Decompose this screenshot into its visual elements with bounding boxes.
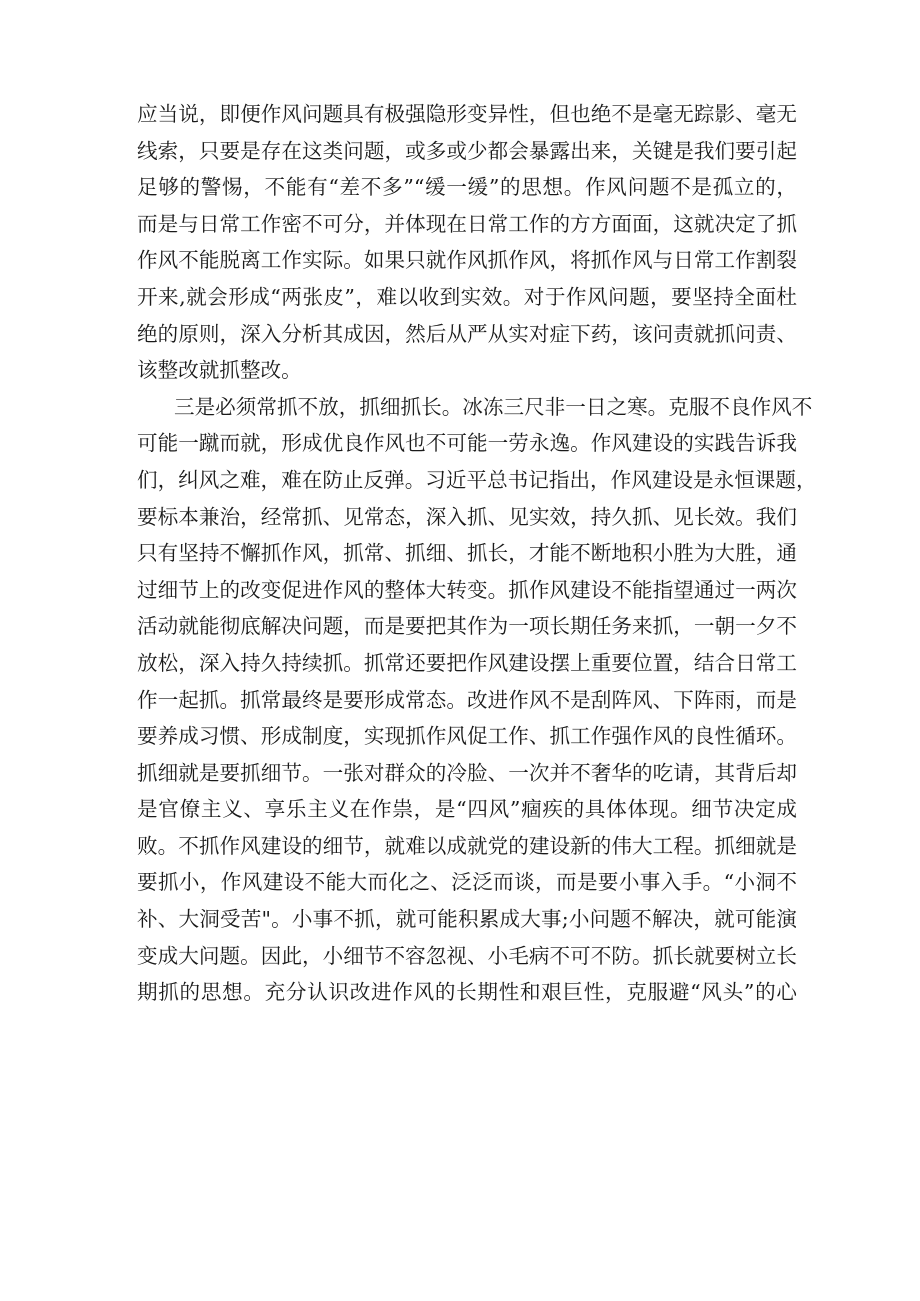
text-line: 过细节上的改变促进作风的整体大转变。抓作风建设不能指望通过一两次 xyxy=(137,577,797,602)
text-line: 要标本兼治，经常抓、见常态，深入抓、见实效，持久抓、见长效。我们 xyxy=(137,504,797,529)
text-line: 该整改就抓整改。 xyxy=(137,358,302,383)
text-line: 活动就能彻底解决问题，而是要把其作为一项长期任务来抓，一朝一夕不 xyxy=(137,614,797,639)
text-line: 要养成习惯、形成制度，实现抓作风促工作、抓工作强作风的良性循环。 xyxy=(137,724,797,749)
text-line: 是官僚主义、享乐主义在作祟，是“四风”痼疾的具体体现。细节决定成 xyxy=(137,797,797,822)
text-line: 足够的警惕，不能有“差不多”“缓一缓”的思想。作风问题不是孤立的， xyxy=(137,175,797,200)
text-line: 补、大洞受苦"。小事不抓，就可能积累成大事;小问题不解决，就可能演 xyxy=(137,907,797,932)
text-line: 线索，只要是存在这类问题，或多或少都会暴露出来，关键是我们要引起 xyxy=(137,138,797,163)
body-text xyxy=(137,96,817,1011)
text-line: 们，纠风之难，难在防止反弹。习近平总书记指出，作风建设是永恒课题， xyxy=(137,467,817,492)
text-line: 而是与日常工作密不可分，并体现在日常工作的方方面面，这就决定了抓 xyxy=(137,211,797,236)
text-line: 只有坚持不懈抓作风，抓常、抓细、抓长，才能不断地积小胜为大胜，通 xyxy=(137,541,797,566)
text-line: 作风不能脱离工作实际。如果只就作风抓作风，将抓作风与日常工作割裂 xyxy=(137,248,797,273)
text-line: 开来,就会形成“两张皮”，难以收到实效。对于作风问题，要坚持全面杜 xyxy=(137,284,797,309)
text-line: 要抓小，作风建设不能大而化之、泛泛而谈，而是要小事入手。“小洞不 xyxy=(137,870,797,895)
text-line: 放松，深入持久持续抓。抓常还要把作风建设摆上重要位置，结合日常工 xyxy=(137,650,797,675)
text-line: 期抓的思想。充分认识改进作风的长期性和艰巨性，克服避“风头”的心 xyxy=(137,980,797,1005)
text-line: 可能一蹴而就，形成优良作风也不可能一劳永逸。作风建设的实践告诉我 xyxy=(137,431,797,456)
paragraph-first-line: 三是必须常抓不放，抓细抓长。冰冻三尺非一日之寒。克服不良作风不 xyxy=(174,394,813,419)
text-line: 应当说，即便作风问题具有极强隐形变异性，但也绝不是毫无踪影、毫无 xyxy=(137,102,797,126)
text-line: 抓细就是要抓细节。一张对群众的冷脸、一次并不奢华的吃请，其背后却 xyxy=(137,760,797,785)
text-line: 变成大问题。因此，小细节不容忽视、小毛病不可不防。抓长就要树立长 xyxy=(137,943,797,968)
text-line: 败。不抓作风建设的细节，就难以成就党的建设新的伟大工程。抓细就是 xyxy=(137,833,797,858)
text-line: 绝的原则，深入分析其成因，然后从严从实对症下药，该问责就抓问责、 xyxy=(137,321,797,346)
text-line: 作一起抓。抓常最终是要形成常态。改进作风不是刮阵风、下阵雨，而是 xyxy=(137,687,797,712)
